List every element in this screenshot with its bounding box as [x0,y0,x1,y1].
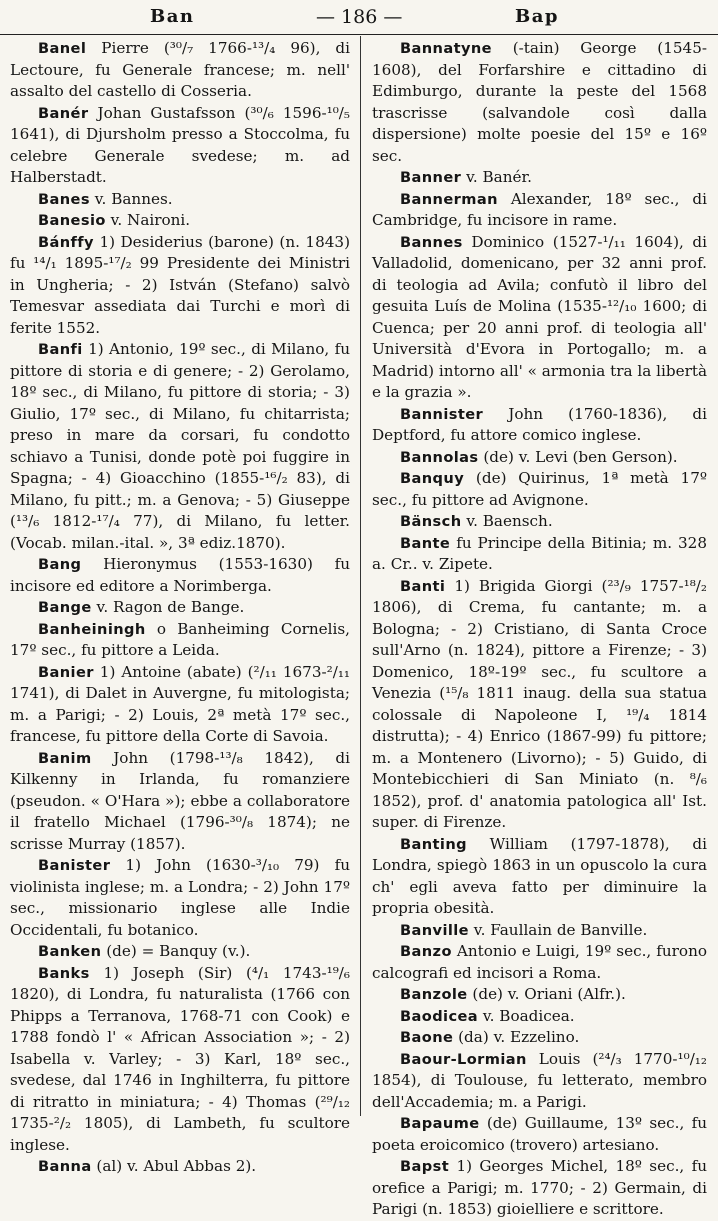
entry-headword: Bánffy [38,233,94,251]
entry-text: v. Bannes. [89,189,173,208]
entry-text: 1) Brigida Giorgi (²³/₉ 1757-¹⁸/₂ 1806), di Crema, fu cantante; m. a Bologna; - 2) Cristiano, di Santa Croce sull'Arno (n. 1824), pittore a Firenze; - 3) Domenico, 18º-19º sec., fu scultore a Venezia (¹⁵/₈ 1811 inaug. della sua statua colossale di Napoleone I, ¹⁹/₄ 1814 distrutta); - 4) Enrico (1867-99) fu pittore; m. a Montenero (Livorno); - 5) Guido, di Montebicchieri di San Miniato (n. ⁸/₆ 1852), prof. d' anatomia patologica all' Ist. super. di Firenze. [372,576,707,831]
entry-text: Dominico (1527-¹/₁₁ 1604), di Valladolid, domenicano, per 32 anni prof. di teologia ad Avila; confutò il libro del gesuita Luís de Molina (1535-¹²/₁₀ 1600; di Cuenca; per 20 anni prof. di teologia all' Università d'Evora in Portogallo; m. a Madrid) intorno all' « armonia tra la libertà e la grazia ». [372,232,707,401]
entry-text: v. Faullain de Banville. [468,920,648,939]
entry-text: (de) = Banquy (v.). [101,942,251,960]
header-right-guideword: Bap [515,6,559,27]
page-header [0,0,718,35]
entry-text: v. Boadicea. [478,1006,575,1025]
dictionary-entry [10,963,350,1157]
dictionary-entry [372,232,707,404]
entry-headword: Banesio [38,212,106,229]
entry-text: (da) v. Ezzelino. [453,1028,580,1046]
entry-headword: Bannerman [400,190,498,208]
entry-headword: Banzo [400,943,452,960]
dictionary-entry [372,1156,707,1221]
entry-text: 1) Joseph (Sir) (⁴/₁ 1743-¹⁹/₆ 1820), di Londra, fu naturalista (1766 con Phipps a Terranova, 1768-71 con Cook) e 1788 fondò l' « African Association »; - 2) Isabella v. Varley; - 3) Karl, 18º sec., svedese, dal 1746 in Inghilterra, fu pittore di ritratto in miniatura; - 4) Thomas (²⁹/₁₂ 1735-²/₂ 1805), di Lambeth, fu scultore inglese. [10,963,350,1154]
entry-text: 1) John (1630-³/₁₀ 79) fu violinista inglese; m. a Londra; - 2) John 17º sec., missionario inglese alle Indie Occidentali, fu botanico. [10,856,350,939]
dictionary-entry [372,1006,707,1028]
entry-text: (al) v. Abul Abbas 2). [91,1157,257,1175]
entry-text: Louis (²⁴/₃ 1770-¹⁰/₁₂ 1854), di Toulouse, fu letterato, membro dell'Accademia; m. a Parigi. [372,1049,707,1111]
entry-headword: Bang [38,556,82,573]
entry-text: 1) Georges Michel, 18º sec., fu orefice a Parigi; m. 1770; - 2) Germain, di Parigi (n. 1853) gioielliere e scrittore. [372,1157,707,1218]
dictionary-entry [372,533,707,576]
entry-headword: Bapaume [400,1115,480,1132]
entry-headword: Bante [400,534,451,552]
dictionary-entry [372,189,707,232]
entry-text: (de) v. Oriani (Alfr.). [467,985,626,1003]
dictionary-entry [372,447,707,469]
entry-headword: Baour-Lormian [400,1050,527,1068]
dictionary-entry [10,339,350,554]
entry-headword: Bannatyne [400,40,492,57]
entry-text: William (1797-1878), di Londra, spiegò 1863 in un opuscolo la cura ch' egli aveva fatto per diminuire la propria obesità. [372,834,707,917]
entry-text: 1) Antonio, 19º sec., di Milano, fu pittore di storia e di genere; - 2) Gerolamo, 18º sec., di Milano, fu pittore di storia; - 3) Giulio, 17º sec., di Milano, fu chitarrista; preso in mare da corsari, fu condotto schiavo a Tunisi, donde potè poi fuggire in Spagna; - 4) Gioacchino (1855-¹⁶/₂ 83), di Milano, fu pitt.; m. a Genova; - 5) Giuseppe (¹³/₆ 1812-¹⁷/₄ 77), di Milano, fu letter. (Vocab. milan.-ital. », 3ª ediz.1870). [10,340,350,552]
dictionary-entry [10,855,350,941]
dictionary-entry [372,941,707,984]
dictionary-entry [10,748,350,856]
header-left-guideword: Ban [150,6,195,27]
dictionary-entry [10,554,350,597]
entry-headword: Banville [400,921,469,939]
entry-text: John (1760-1836), di Deptford, fu attore comico inglese. [372,404,707,444]
dictionary-entry [372,920,707,942]
entry-text: 1) Desiderius (barone) (n. 1843) fu ¹⁴/₁ 1895-¹⁷/₂ 99 Presidente dei Ministri in Ungheria; - 2) István (Stefano) salvò Temesvar assediata dai Turchi e morì di ferite 1552. [10,232,350,337]
entry-text: Pierre (³⁰/₇ 1766-¹³/₄ 96), di Lectoure, fu Generale francese; m. nell' assalto del castello di Cosseria. [10,39,350,100]
dictionary-entry [372,1113,707,1156]
entry-text: (de) Guillaume, 13º sec., fu poeta eroicomico (trovero) artesiano. [372,1114,707,1154]
dictionary-entry [10,662,350,748]
entry-headword: Banim [38,749,92,767]
entry-headword: Banti [400,577,446,595]
page-number: — 186 — [316,6,403,28]
entry-text: John (1798-¹³/₈ 1842), di Kilkenny in Irlanda, fu romanziere (pseudon. « O'Hara »); ebbe a collaboratore il fratello Michael (1796-³⁰/₈ 1874); ne scrisse Murray (1857). [10,748,350,853]
entry-headword: Bannolas [400,448,479,466]
right-column [372,38,707,1221]
entry-headword: Banel [38,40,87,57]
entry-headword: Banheiningh [38,620,146,638]
entry-text: (de) Quirinus, 1ª metà 17º sec., fu pittore ad Avignone. [372,469,707,509]
dictionary-entry [10,597,350,619]
entry-text: v. Banér. [461,168,532,186]
dictionary-entry [10,232,350,340]
dictionary-entry [10,189,350,211]
entry-headword: Banzole [400,986,468,1003]
dictionary-entry [10,38,350,103]
entry-text: fu Principe della Bitinia; m. 328 a. Cr.. v. Zipete. [372,533,707,573]
entry-text: Antonio e Luigi, 19º sec., furono calcografi ed incisori a Roma. [372,942,707,982]
dictionary-entry [372,834,707,920]
dictionary-entry [372,1027,707,1049]
dictionary-entry [372,468,707,511]
entry-text: Alexander, 18º sec., di Cambridge, fu incisore in rame. [372,189,707,229]
entry-text: (de) v. Levi (ben Gerson). [478,447,678,466]
dictionary-entry [372,984,707,1006]
entry-headword: Banks [38,964,90,982]
entry-text: v. Baensch. [461,512,553,530]
entry-headword: Banér [38,104,89,122]
dictionary-entry [372,38,707,167]
dictionary-entry [10,210,350,232]
entry-headword: Banier [38,663,94,681]
dictionary-entry [10,103,350,189]
dictionary-entry [10,941,350,963]
entry-headword: Banister [38,857,111,874]
entry-headword: Banting [400,835,467,853]
entry-headword: Bannes [400,233,463,251]
dictionary-entry [372,576,707,834]
entry-headword: Bannister [400,405,484,423]
entry-headword: Banken [38,943,102,960]
dictionary-entry [10,1156,350,1178]
entry-text: 1) Antoine (abate) (²/₁₁ 1673-²/₁₁ 1741), di Dalet in Auvergne, fu mitologista; m. a Parigi; - 2) Louis, 2ª metà 17º sec., francese, fu pittore della Corte di Savoia. [10,662,350,745]
column-divider [360,36,361,1116]
entry-headword: Baone [400,1029,454,1046]
entry-headword: Bange [38,599,92,616]
entry-text: v. Naironi. [105,211,191,229]
entry-text: Hieronymus (1553-1630) fu incisore ed editore a Norimberga. [10,555,350,595]
entry-headword: Banes [38,190,90,208]
left-column [10,38,350,1178]
dictionary-entry [372,1049,707,1114]
entry-headword: Bänsch [400,513,462,530]
entry-headword: Banfi [38,341,83,358]
dictionary-entry [372,167,707,189]
entry-headword: Banquy [400,470,465,487]
entry-headword: Banner [400,169,462,186]
dictionary-entry [10,619,350,662]
entry-headword: Banna [38,1158,92,1175]
entry-text: o Banheiming Cornelis, 17º sec., fu pittore a Leida. [10,619,350,659]
entry-headword: Baodicea [400,1007,479,1025]
entry-text: v. Ragon de Bange. [91,598,245,616]
entry-headword: Bapst [400,1158,450,1175]
dictionary-entry [372,404,707,447]
entry-text: (-tain) George (1545-1608), del Forfarshire e cittadino di Edimburgo, durante la peste del 1568 trascrisse (salvandole così dalla dispersione) molte poesie del 15º e 16º sec. [372,39,707,165]
entry-text: Johan Gustafsson (³⁰/₆ 1596-¹⁰/₅ 1641), di Djursholm presso a Stoccolma, fu celebre Generale svedese; m. ad Halberstadt. [10,103,350,186]
dictionary-entry [372,511,707,533]
